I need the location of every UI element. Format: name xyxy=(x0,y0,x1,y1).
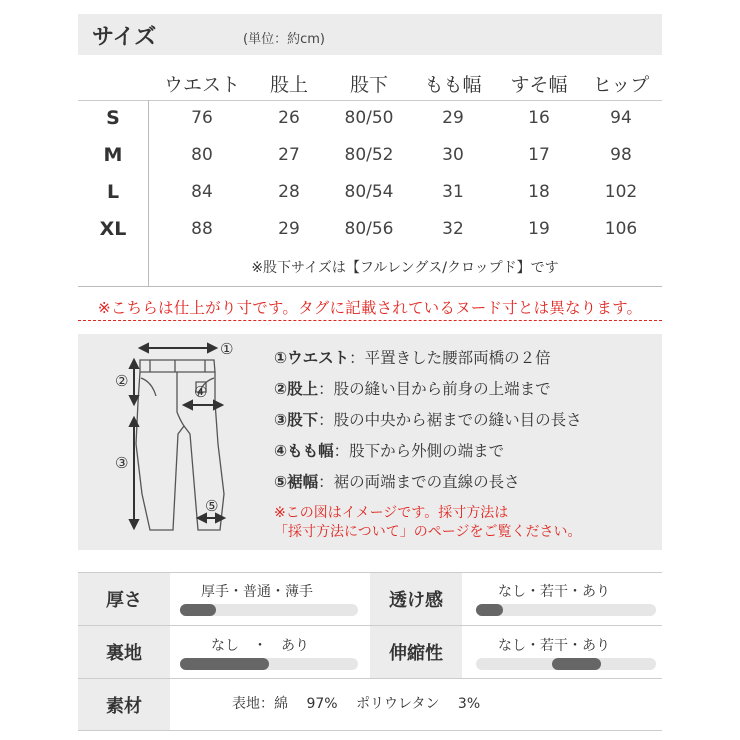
size-value: 80/50 xyxy=(344,108,394,128)
legend-desc: ：裾の両端までの直線の長さ xyxy=(318,473,520,491)
marker-5: ⑤ xyxy=(205,497,219,515)
measurement-diagram xyxy=(78,334,662,550)
size-label: S xyxy=(106,107,120,129)
table-row xyxy=(78,137,662,173)
size-value: 19 xyxy=(528,219,550,239)
size-value: 88 xyxy=(191,219,213,239)
table-divider xyxy=(78,100,662,101)
size-value: 28 xyxy=(278,182,300,202)
lining-label: 裏地 xyxy=(78,626,170,678)
legend-number: ⑤ xyxy=(274,473,288,491)
legend-term: 股下 xyxy=(287,411,319,429)
diagram-note xyxy=(274,504,581,542)
thickness-options: 厚手・普通・薄手 xyxy=(201,584,313,600)
material-value: 表地：綿 97% ポリウレタン 3% xyxy=(232,696,481,712)
size-table-header xyxy=(78,64,662,100)
stretch-label: 伸縮性 xyxy=(370,626,462,678)
size-label: L xyxy=(106,181,120,203)
warning-text: ※こちらは仕上がり寸です。タグに記載されているヌード寸とは異なります。 xyxy=(97,299,643,317)
size-value: 18 xyxy=(528,182,550,202)
marker-4: ④ xyxy=(194,383,208,401)
legend-term: 裾幅 xyxy=(287,473,319,491)
warning-underline xyxy=(78,320,662,321)
size-unit: (単位：約cm) xyxy=(243,32,325,47)
legend-term: 股上 xyxy=(287,380,319,398)
size-value: 29 xyxy=(442,108,464,128)
measurement-legend xyxy=(274,346,582,501)
col-hem: すそ幅 xyxy=(510,74,568,96)
size-value: 17 xyxy=(528,145,550,165)
legend-desc: ：平置きした腰部両橋の２倍 xyxy=(349,349,551,367)
sheerness-label: 透け感 xyxy=(370,573,462,625)
size-table-note: ※股下サイズは【フルレングス/クロップド】です xyxy=(251,260,559,276)
stretch-bar-fill xyxy=(552,658,601,670)
col-inseam: 股下 xyxy=(349,74,389,96)
col-hip: ヒップ xyxy=(592,74,650,96)
diagram-note-line: ※この図はイメージです。採寸方法は xyxy=(274,505,509,521)
size-value: 26 xyxy=(278,108,300,128)
legend-term: もも幅 xyxy=(287,442,334,460)
size-value: 76 xyxy=(191,108,213,128)
size-value: 80/54 xyxy=(344,182,394,202)
size-value: 16 xyxy=(528,108,550,128)
size-value: 27 xyxy=(278,145,300,165)
feel-divider xyxy=(78,730,662,731)
pants-waistband xyxy=(140,360,215,372)
stretch-bar xyxy=(476,658,656,670)
legend-item xyxy=(274,346,582,377)
legend-item xyxy=(274,408,582,439)
legend-number: ③ xyxy=(274,411,288,429)
legend-number: ② xyxy=(274,380,288,398)
thickness-bar-fill xyxy=(180,604,216,616)
size-value: 98 xyxy=(610,145,632,165)
size-value: 80/56 xyxy=(344,219,394,239)
legend-item xyxy=(274,377,582,408)
size-value: 31 xyxy=(442,182,464,202)
sheerness-bar xyxy=(476,604,656,616)
size-table xyxy=(78,64,662,240)
size-value: 102 xyxy=(604,182,638,202)
sheerness-bar-fill xyxy=(476,604,503,616)
size-value: 80/52 xyxy=(344,145,394,165)
material-label: 素材 xyxy=(78,679,170,730)
lining-options: なし ・ あり xyxy=(211,638,309,654)
table-divider xyxy=(78,286,662,287)
table-row xyxy=(78,211,662,247)
size-value: 30 xyxy=(442,145,464,165)
legend-item xyxy=(274,439,582,470)
legend-term: ウエスト xyxy=(287,349,350,367)
lining-bar-fill xyxy=(180,658,269,670)
marker-1: ① xyxy=(220,340,234,358)
table-row xyxy=(78,100,662,136)
size-value: 106 xyxy=(604,219,638,239)
legend-number: ① xyxy=(274,349,288,367)
col-thigh: もも幅 xyxy=(424,74,482,96)
legend-desc: ：股の中央から裾までの縫い目の長さ xyxy=(318,411,582,429)
marker-3: ③ xyxy=(115,454,129,472)
size-value: 84 xyxy=(191,182,213,202)
table-row xyxy=(78,174,662,210)
size-label: M xyxy=(103,144,123,166)
col-rise: 股上 xyxy=(269,74,309,96)
legend-item xyxy=(274,470,582,501)
size-value: 94 xyxy=(610,108,632,128)
size-value: 80 xyxy=(191,145,213,165)
size-value: 32 xyxy=(442,219,464,239)
lining-bar xyxy=(180,658,358,670)
feel-table xyxy=(78,572,662,731)
size-label: XL xyxy=(99,218,127,240)
legend-desc: ：股の縫い目から前身の上端まで xyxy=(318,380,551,398)
legend-desc: ：股下から外側の端まで xyxy=(333,442,505,460)
size-value: 29 xyxy=(278,219,300,239)
stretch-options: なし・若干・あり xyxy=(498,638,610,654)
thickness-label: 厚さ xyxy=(78,573,170,625)
diagram-note-line: 「採寸方法について」のページをご覧ください。 xyxy=(274,524,582,540)
col-waist: ウエスト xyxy=(163,74,241,96)
sheerness-options: なし・若干・あり xyxy=(498,584,610,600)
thickness-bar xyxy=(180,604,358,616)
marker-2: ② xyxy=(115,372,129,390)
size-header xyxy=(78,14,662,55)
size-title: サイズ xyxy=(92,25,157,50)
legend-number: ④ xyxy=(274,442,288,460)
